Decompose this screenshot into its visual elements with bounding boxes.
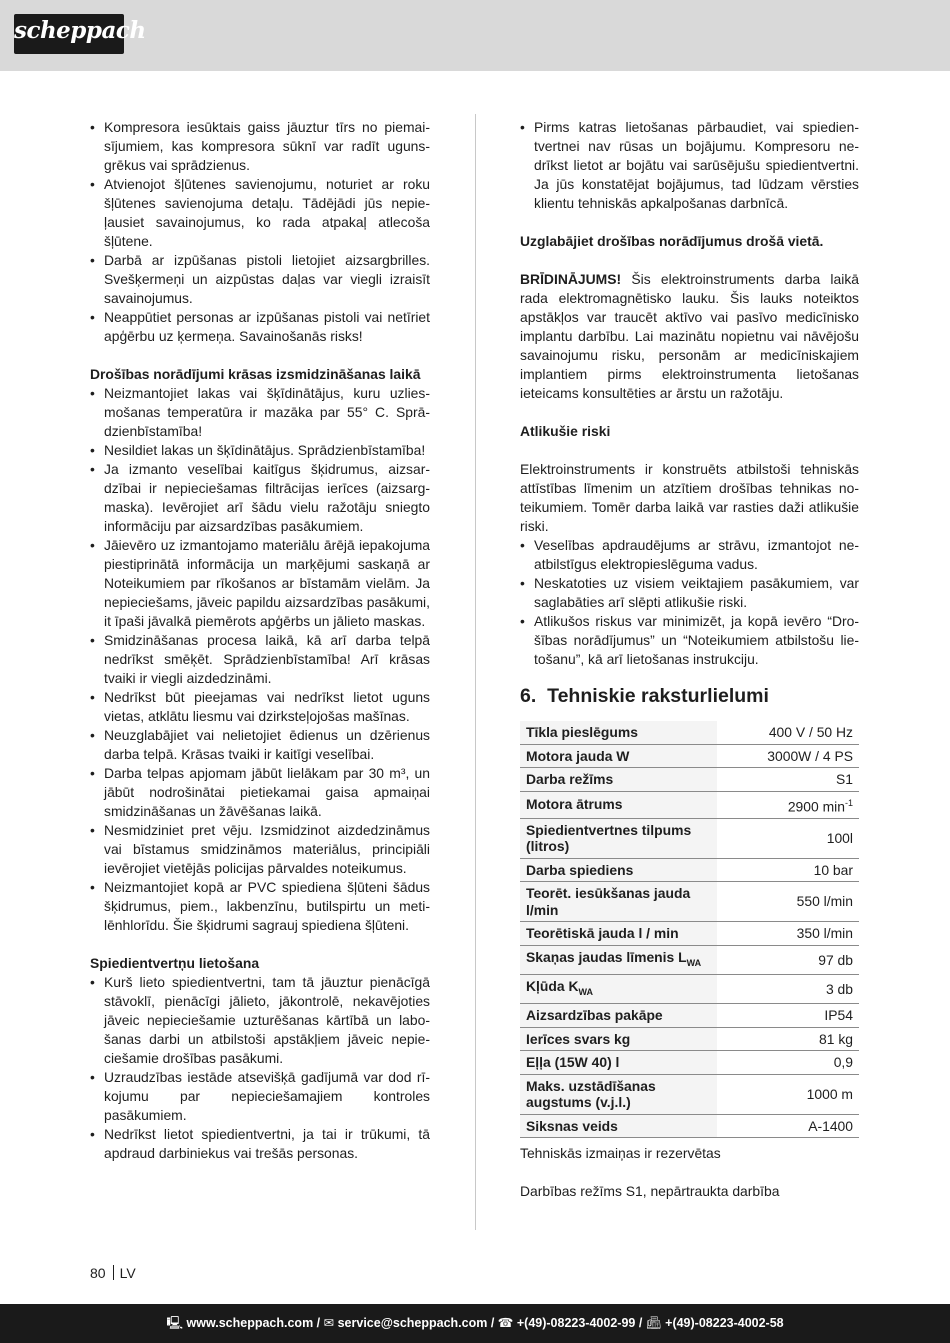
bullet-item: • Ja izmanto veselībai kaitīgus šķidrumus, aizsardzībai ir nepieciešamas filtrācijas ierīces (aizsargmaska). Ievērojiet arī šādu vielu ražotāju sniegto informāciju par aizsardzības pasākumiem. xyxy=(90,460,430,536)
bullet-item: • Jāievēro uz izmantojamo materiālu ārējā iepakojuma piestiprinātā informācija un marķējumi saskaņā ar Noteikumiem par rīkošanos ar bīstamām vielām. Ja nepieciešams, jāveic papildu aizsardzības pasākumi, it īpaši jāvalkā piemērots apģērbs un jālieto maskas. xyxy=(90,536,430,631)
section-number: 6. xyxy=(520,685,537,707)
column-divider xyxy=(475,114,476,1230)
spec-label-text: Aizsardzības pakāpe xyxy=(526,1007,663,1024)
brand-logo-text: scheppach xyxy=(14,17,146,44)
spec-value xyxy=(717,791,859,818)
bullet-item: • Neizmantojiet kopā ar PVC spiediena šļūteni šādus šķidrumus, piem., lakbenzīnu, butilspirtu un metilēnhlorīdu. Šie šķidrumi sagrauj spiediena šļūteni. xyxy=(90,878,430,935)
mail-icon: ✉︎ xyxy=(323,1316,335,1330)
brand-logo xyxy=(14,14,146,54)
spec-value xyxy=(717,945,859,974)
spec-row xyxy=(520,974,859,1003)
spec-label xyxy=(520,744,717,768)
spec-value xyxy=(717,721,859,744)
spec-value-text: 100l xyxy=(826,829,853,846)
bullet-item: • Neappūtiet personas ar izpūšanas pistoli vai netīriet apģērbu uz ķermeņa. Savainošanās risks! xyxy=(90,308,430,346)
footer-website: www.scheppach.com / xyxy=(186,1316,321,1330)
spec-value-text: 3 db xyxy=(825,980,853,997)
language-code: LV xyxy=(119,1265,136,1281)
phone-icon: ☎︎ xyxy=(497,1316,514,1330)
spec-value xyxy=(717,858,859,882)
spec-label-text: Tīkla pieslēgums xyxy=(526,724,638,740)
warning-label: BRĪDINĀJUMS! xyxy=(520,271,622,287)
spec-row xyxy=(520,858,859,882)
spec-label xyxy=(520,882,717,922)
bullet-item: • Darba telpas apjomam jābūt lielākam par 30 m³, un jābūt nodrošinātai pietiekamai gaisa apmaiņai smidzināšanas un žāvēšanas laikā. xyxy=(90,764,430,821)
bullet-item: • Veselības apdraudējums ar strāvu, izmantojot neatbilstīgus elektropieslēguma vadus. xyxy=(520,536,859,574)
bullet-item: • Neuzglabājiet vai nelietojiet ēdienus un dzērienus darba telpā. Krāsas tvaiki ir kaitīgi veselībai. xyxy=(90,726,430,764)
spec-label-text: Spiedientvertnes tilpums (litros) xyxy=(526,821,692,855)
spec-label xyxy=(520,1074,717,1114)
warning-text: Šis elektroinstruments darba laikā rada elektromagnētisko lauku. Šis lauks noteiktos apstākļos var traucēt aktīvo vai pasīvo medicīnisko implantu darbību. Lai mazinātu nopietnu vai nāvējošu savainojumu risku, personām ar medicīniskajiem implantiem pirms elektroinstrumenta lietošanas ieteicams konsultēties ar ārstu un ražotāju. xyxy=(520,271,859,401)
spec-value-text: 400 V / 50 Hz xyxy=(768,724,853,740)
page-number-divider xyxy=(113,1265,114,1280)
compressor-safety-list xyxy=(90,118,430,346)
bullet-item: • Neskatoties uz visiem veiktajiem pasākumiem, var saglabāties arī slēpti atlikušie riski. xyxy=(520,574,859,612)
spec-value-superscript: -1 xyxy=(844,797,853,808)
footer-fax: +(49)-08223-4002-58 xyxy=(665,1316,784,1330)
left-column xyxy=(90,118,430,1163)
spec-label-subscript: WA xyxy=(578,986,593,997)
spec-label-text: Motora jauda W xyxy=(526,747,630,764)
spec-label-text: Teorēt. iesūkšanas jauda l/min xyxy=(526,885,691,918)
bullet-item: • Nesmidziniet pret vēju. Izsmidzinot aizdedzināmus vai bīstamus smidzināmos materiālus, principiāli ievērojiet vietējās policijas pārvaldes noteikumus. xyxy=(90,821,430,878)
spec-value-text: A-1400 xyxy=(808,1117,853,1134)
spec-label-subscript: WA xyxy=(686,957,702,968)
spec-value-text: 3000W / 4 PS xyxy=(767,747,853,764)
computer-icon: 🖳︎ xyxy=(166,1316,184,1330)
spec-value xyxy=(717,818,859,858)
spec-row xyxy=(520,721,859,744)
spec-row xyxy=(520,1027,859,1051)
residual-risks-list xyxy=(520,536,859,669)
spec-row xyxy=(520,1114,859,1138)
bullet-item: • Darbā ar izpūšanas pistoli lietojiet aizsargbrilles. Svešķermeņi un aizpūstas daļas var viegli izraisīt savainojumus. xyxy=(90,251,430,308)
page-number-area xyxy=(90,1265,136,1282)
paint-spraying-list xyxy=(90,384,430,935)
section-title xyxy=(520,684,859,708)
spec-value-text: 550 l/min xyxy=(796,893,853,910)
spec-value xyxy=(717,1114,859,1138)
spec-label-text: Motora ātrums xyxy=(526,796,623,813)
spec-value-text: 350 l/min xyxy=(796,925,853,942)
pressure-vessel-heading: Spiedientvertņu lietošana xyxy=(90,955,260,971)
paint-spraying-heading: Drošības norādījumi krāsas izsmidzināšanas laikā xyxy=(90,366,421,382)
spec-value xyxy=(717,1074,859,1114)
spec-row xyxy=(520,791,859,818)
spec-label-text: Darba spiediens xyxy=(526,861,634,878)
spec-value xyxy=(717,744,859,768)
spec-value xyxy=(717,882,859,922)
spec-label xyxy=(520,1004,717,1028)
warning-paragraph xyxy=(520,270,859,403)
spec-label xyxy=(520,818,717,858)
spec-row xyxy=(520,1074,859,1114)
spec-label-text: Kļūda K xyxy=(526,977,579,994)
spec-value-text: 1000 m xyxy=(806,1085,853,1102)
bullet-item: • Uzraudzības iestāde atsevišķā gadījumā var dod rīkojumu par nepieciešamajiem kontroles pasākumiem. xyxy=(90,1068,430,1125)
spec-label-text: Siksnas veids xyxy=(526,1117,618,1134)
page-footer xyxy=(0,1304,950,1343)
spec-label xyxy=(520,768,717,792)
spec-label-text: Eļļa (15W 40) l xyxy=(526,1054,620,1071)
spec-value xyxy=(717,768,859,792)
spec-label xyxy=(520,974,717,1003)
spec-label-text: Skaņas jaudas līmenis L xyxy=(526,948,687,965)
spec-row xyxy=(520,768,859,792)
bullet-item: • Nesildiet lakas un šķīdinātājus. Sprādzienbīstamība! xyxy=(90,441,430,460)
spec-label-text: Maks. uzstādīšanas augstums (v.j.l.) xyxy=(526,1077,656,1111)
operating-mode-note: Darbības režīms S1, nepārtraukta darbība xyxy=(520,1183,780,1200)
bullet-item: • Nedrīkst lietot spiedientvertni, ja tai ir trūkumi, tā apdraud darbiniekus vai trešās personas. xyxy=(90,1125,430,1163)
bullet-item: • Nedrīkst būt pieejamas vai nedrīkst lietot uguns vietas, atklātu liesmu vai dzirksteļojošas mašīnas. xyxy=(90,688,430,726)
spec-row xyxy=(520,744,859,768)
spec-value-text: 0,9 xyxy=(833,1054,853,1071)
bullet-item: • Atlikušos riskus var minimizēt, ja kopā ievēro “Drošības norādījumus” un “Noteikumiem atbilstošu lietošanu”, kā arī lietošanas instrukciju. xyxy=(520,612,859,669)
spec-row xyxy=(520,882,859,922)
section-title-text: Tehniskie raksturlielumi xyxy=(547,685,769,707)
bullet-item: • Pirms katras lietošanas pārbaudiet, vai spiedientvertnei nav rūsas un bojājumu. Kompresoru nedrīkst lietot ar bojātu vai sarūsējušu spiedientvertni. Ja jūs konstatējat bojājumus, tad lūdzam vērsties klientu tehniskās apkalpošanas darbnīcā. xyxy=(520,118,859,213)
bullet-item: • Atvienojot šļūtenes savienojumu, noturiet ar roku šļūtenes savienojuma detaļu. Tādējādi jūs nepieļausiet savainojumus, ko rada atpakaļ atlecoša šļūtene. xyxy=(90,175,430,251)
spec-value-text: S1 xyxy=(836,771,853,787)
spec-value-text: 2900 min xyxy=(787,798,845,815)
spec-value xyxy=(717,1027,859,1051)
spec-value-text: 81 kg xyxy=(819,1030,853,1047)
spec-value xyxy=(717,1004,859,1028)
spec-label xyxy=(520,1051,717,1075)
spec-label xyxy=(520,858,717,882)
right-column xyxy=(520,118,859,1201)
page-number: 80 xyxy=(90,1265,106,1281)
footer-phone: +(49)-08223-4002-99 / xyxy=(516,1316,643,1330)
keep-instructions-heading: Uzglabājiet drošības norādījumus drošā vietā. xyxy=(520,233,824,249)
spec-label-text: Teorētiskā jauda l / min xyxy=(526,925,679,942)
spec-value xyxy=(717,1051,859,1075)
spec-label xyxy=(520,721,717,744)
spec-value-text: IP54 xyxy=(824,1007,853,1024)
residual-risks-paragraph: Elektroinstruments ir konstruēts atbilstoši tehniskās attīstības līmenim un atzītiem drošības tehnikas noteikumiem. Tomēr darba laikā var rasties daži atlikušie riski. xyxy=(520,461,859,534)
spec-label xyxy=(520,922,717,946)
spec-value-text: 10 bar xyxy=(813,861,853,878)
bullet-item: • Smidzināšanas procesa laikā, kā arī darba telpā nedrīkst smēķēt. Sprādzienbīstamība! Arī krāsas tvaiki ir viegli aizdedzināmi. xyxy=(90,631,430,688)
spec-row xyxy=(520,1004,859,1028)
pressure-vessel-list xyxy=(90,973,430,1163)
spec-label xyxy=(520,1114,717,1138)
bullet-item: • Neizmantojiet lakas vai šķīdinātājus, kuru uzliesmošanas temperatūra ir mazāka par 55° C. Sprādzienbīstamība! xyxy=(90,384,430,441)
spec-label-text: Ierīces svars kg xyxy=(526,1030,631,1047)
bullet-item: • Kurš lieto spiedientvertni, tam tā jāuztur pienācīgā stāvoklī, pienācīgi jālieto, jākontrolē, nekavējoties jāveic nepieciešamie uzturēšanas kārtībā un labošanas darbi un atbilstoši apstākļiem jāveic nepieciešamie drošības pasākumi. xyxy=(90,973,430,1068)
footer-email: service@scheppach.com / xyxy=(337,1316,495,1330)
spec-label xyxy=(520,791,717,818)
spec-label xyxy=(520,1027,717,1051)
spec-label-text: Darba režīms xyxy=(526,771,614,787)
page-header xyxy=(0,0,950,71)
spec-label xyxy=(520,945,717,974)
residual-risks-heading: Atlikušie riski xyxy=(520,423,611,439)
fax-icon: 📠︎ xyxy=(645,1316,662,1330)
spec-row xyxy=(520,1051,859,1075)
bullet-item: • Kompresora iesūktais gaiss jāuztur tīrs no piemaisījumiem, kas kompresora sūknī var radīt ugunsgrēkus vai sprādzienus. xyxy=(90,118,430,175)
tank-inspection-list xyxy=(520,118,859,213)
spec-value xyxy=(717,922,859,946)
spec-row xyxy=(520,945,859,974)
spec-value xyxy=(717,974,859,1003)
technical-data-table xyxy=(520,721,859,1138)
technical-changes-note: Tehniskās izmaiņas ir rezervētas xyxy=(520,1145,721,1162)
spec-row xyxy=(520,818,859,858)
spec-value-text: 97 db xyxy=(818,951,853,968)
spec-row xyxy=(520,922,859,946)
